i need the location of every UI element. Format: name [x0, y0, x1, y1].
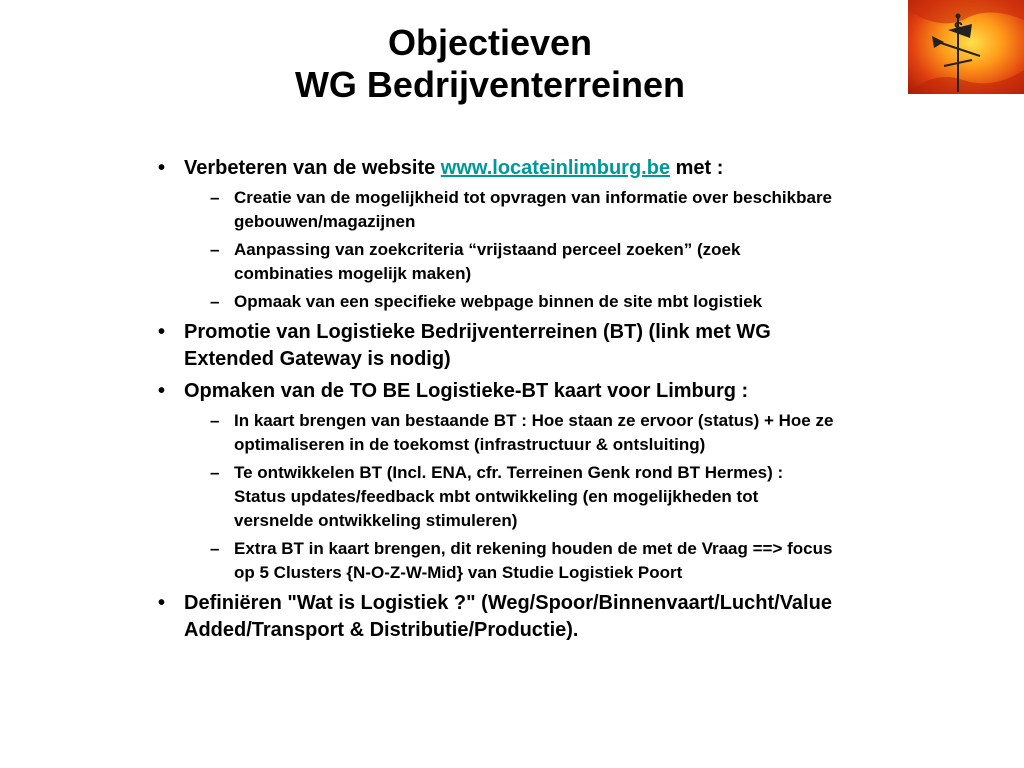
- website-link[interactable]: www.locateinlimburg.be: [440, 157, 671, 179]
- svg-text:$: $: [954, 20, 963, 37]
- slide-title: [0, 22, 980, 106]
- slide-title-line2: WG Bedrijventerreinen: [294, 64, 686, 105]
- dash-icon: –: [210, 463, 220, 482]
- slide-content: [158, 155, 848, 644]
- bullet-icon: •: [158, 592, 166, 614]
- sub-list-item: [158, 537, 848, 585]
- bullet-icon: •: [158, 321, 166, 343]
- weathervane-icon: [908, 0, 1024, 94]
- list-item: [158, 155, 848, 182]
- slide-title-line1: Objectieven: [387, 22, 593, 63]
- sub-item-text: Te ontwikkelen BT (Incl. ENA, cfr. Terreinen Genk rond BT Hermes) : Status updates/feedback mbt ontwikkeling (en mogelijkheden tot versnelde ontwikkeling stimuleren): [234, 463, 784, 530]
- item-text: Verbeteren van de website: [184, 157, 441, 179]
- sub-list-item: [158, 238, 848, 286]
- item-text: Opmaken van de TO BE Logistieke-BT kaart voor Limburg :: [184, 380, 749, 402]
- list-item: [158, 378, 848, 405]
- sub-item-text: Aanpassing van zoekcriteria “vrijstaand perceel zoeken” (zoek combinaties mogelijk maken): [234, 240, 741, 283]
- item-text: Definiëren "Wat is Logistiek ?" (Weg/Spoor/Binnenvaart/Lucht/Value Added/Transport & Distributie/Productie).: [184, 592, 832, 641]
- dash-icon: –: [210, 292, 220, 311]
- sub-item-text: In kaart brengen van bestaande BT : Hoe staan ze ervoor (status) + Hoe ze optimaliseren in de toekomst (infrastructuur & ontsluiting): [234, 411, 834, 454]
- sub-item-text: Creatie van de mogelijkheid tot opvragen van informatie over beschikbare gebouwen/magazijnen: [234, 188, 833, 231]
- dash-icon: –: [210, 240, 220, 259]
- dash-icon: –: [210, 411, 220, 430]
- dash-icon: –: [210, 539, 220, 558]
- list-item: [158, 319, 848, 373]
- dash-icon: –: [210, 188, 220, 207]
- sub-list-item: [158, 186, 848, 234]
- item-text: Promotie van Logistieke Bedrijventerreinen (BT) (link met WG Extended Gateway is nodig): [184, 321, 771, 370]
- item-text-after: met :: [670, 157, 724, 179]
- sub-list-item: [158, 461, 848, 533]
- sub-list-item: [158, 409, 848, 457]
- sub-item-text: Opmaak van een specifieke webpage binnen de site mbt logistiek: [234, 292, 763, 311]
- bullet-icon: •: [158, 157, 166, 179]
- sub-item-text: Extra BT in kaart brengen, dit rekening houden de met de Vraag ==> focus op 5 Clusters {N-O-Z-W-Mid} van Studie Logistiek Poort: [234, 539, 833, 582]
- sub-list-item: [158, 290, 848, 314]
- bullet-icon: •: [158, 380, 166, 402]
- list-item: [158, 590, 848, 644]
